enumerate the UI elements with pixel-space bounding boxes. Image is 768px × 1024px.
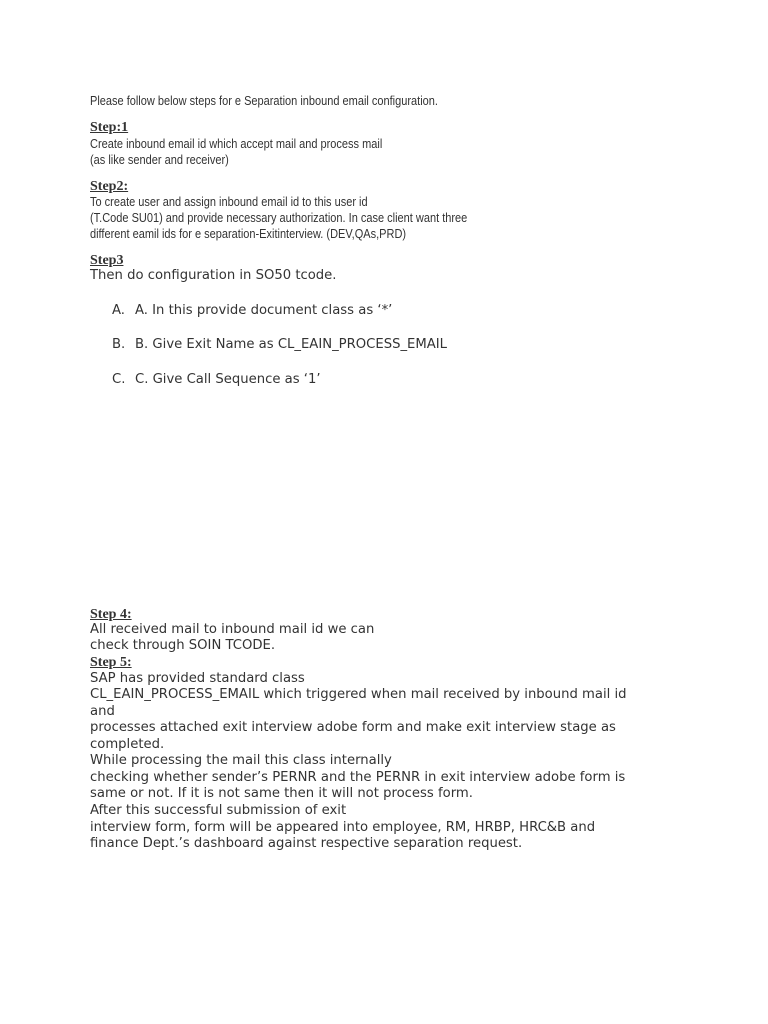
list-marker: C. <box>112 372 126 387</box>
intro-text: Please follow below steps for e Separation inbound email configuration. <box>90 94 438 108</box>
step5-line: CL_EAIN_PROCESS_EMAIL which triggered when mail received by inbound mail id <box>90 687 627 702</box>
list-item <box>112 337 447 352</box>
step3-heading: Step3 <box>90 253 124 268</box>
step2-line: (T.Code SU01) and provide necessary authorization. In case client want three <box>90 211 468 225</box>
list-item-text: C. Give Call Sequence as ‘1’ <box>135 372 321 387</box>
step5-line: processes attached exit interview adobe form and make exit interview stage as <box>90 720 616 735</box>
list-item <box>112 372 321 387</box>
step2-heading: Step2: <box>90 179 129 194</box>
step1-line: Create inbound email id which accept mail and process mail <box>90 137 383 151</box>
step5-line: SAP has provided standard class <box>90 671 305 686</box>
step5-line: While processing the mail this class internally <box>90 753 392 768</box>
step1-line: (as like sender and receiver) <box>90 153 229 167</box>
list-item-text: A. In this provide document class as ‘*’ <box>135 303 393 318</box>
step2-line: different eamil ids for e separation-Exitinterview. (DEV,QAs,PRD) <box>90 227 407 241</box>
step5-line: same or not. If it is not same then it will not process form. <box>90 786 473 801</box>
list-item <box>112 303 392 318</box>
list-marker: A. <box>112 303 125 318</box>
step3-line: Then do configuration in SO50 tcode. <box>90 268 337 283</box>
step4-heading: Step 4: <box>90 607 132 622</box>
step4-line: check through SOIN TCODE. <box>90 638 276 653</box>
step5-line: checking whether sender’s PERNR and the PERNR in exit interview adobe form is <box>90 770 626 785</box>
step1-heading: Step:1 <box>90 120 129 135</box>
step5-line: and <box>90 704 115 719</box>
step4-line: All received mail to inbound mail id we can <box>90 622 375 637</box>
list-marker: B. <box>112 337 126 352</box>
step5-line: finance Dept.’s dashboard against respective separation request. <box>90 836 523 851</box>
step5-heading: Step 5: <box>90 655 132 670</box>
step5-line: After this successful submission of exit <box>90 803 347 818</box>
list-item-text: B. Give Exit Name as CL_EAIN_PROCESS_EMAIL <box>135 337 448 352</box>
step5-line: interview form, form will be appeared into employee, RM, HRBP, HRC&B and <box>90 820 596 835</box>
step2-line: To create user and assign inbound email id to this user id <box>90 195 368 209</box>
step5-line: completed. <box>90 737 165 752</box>
